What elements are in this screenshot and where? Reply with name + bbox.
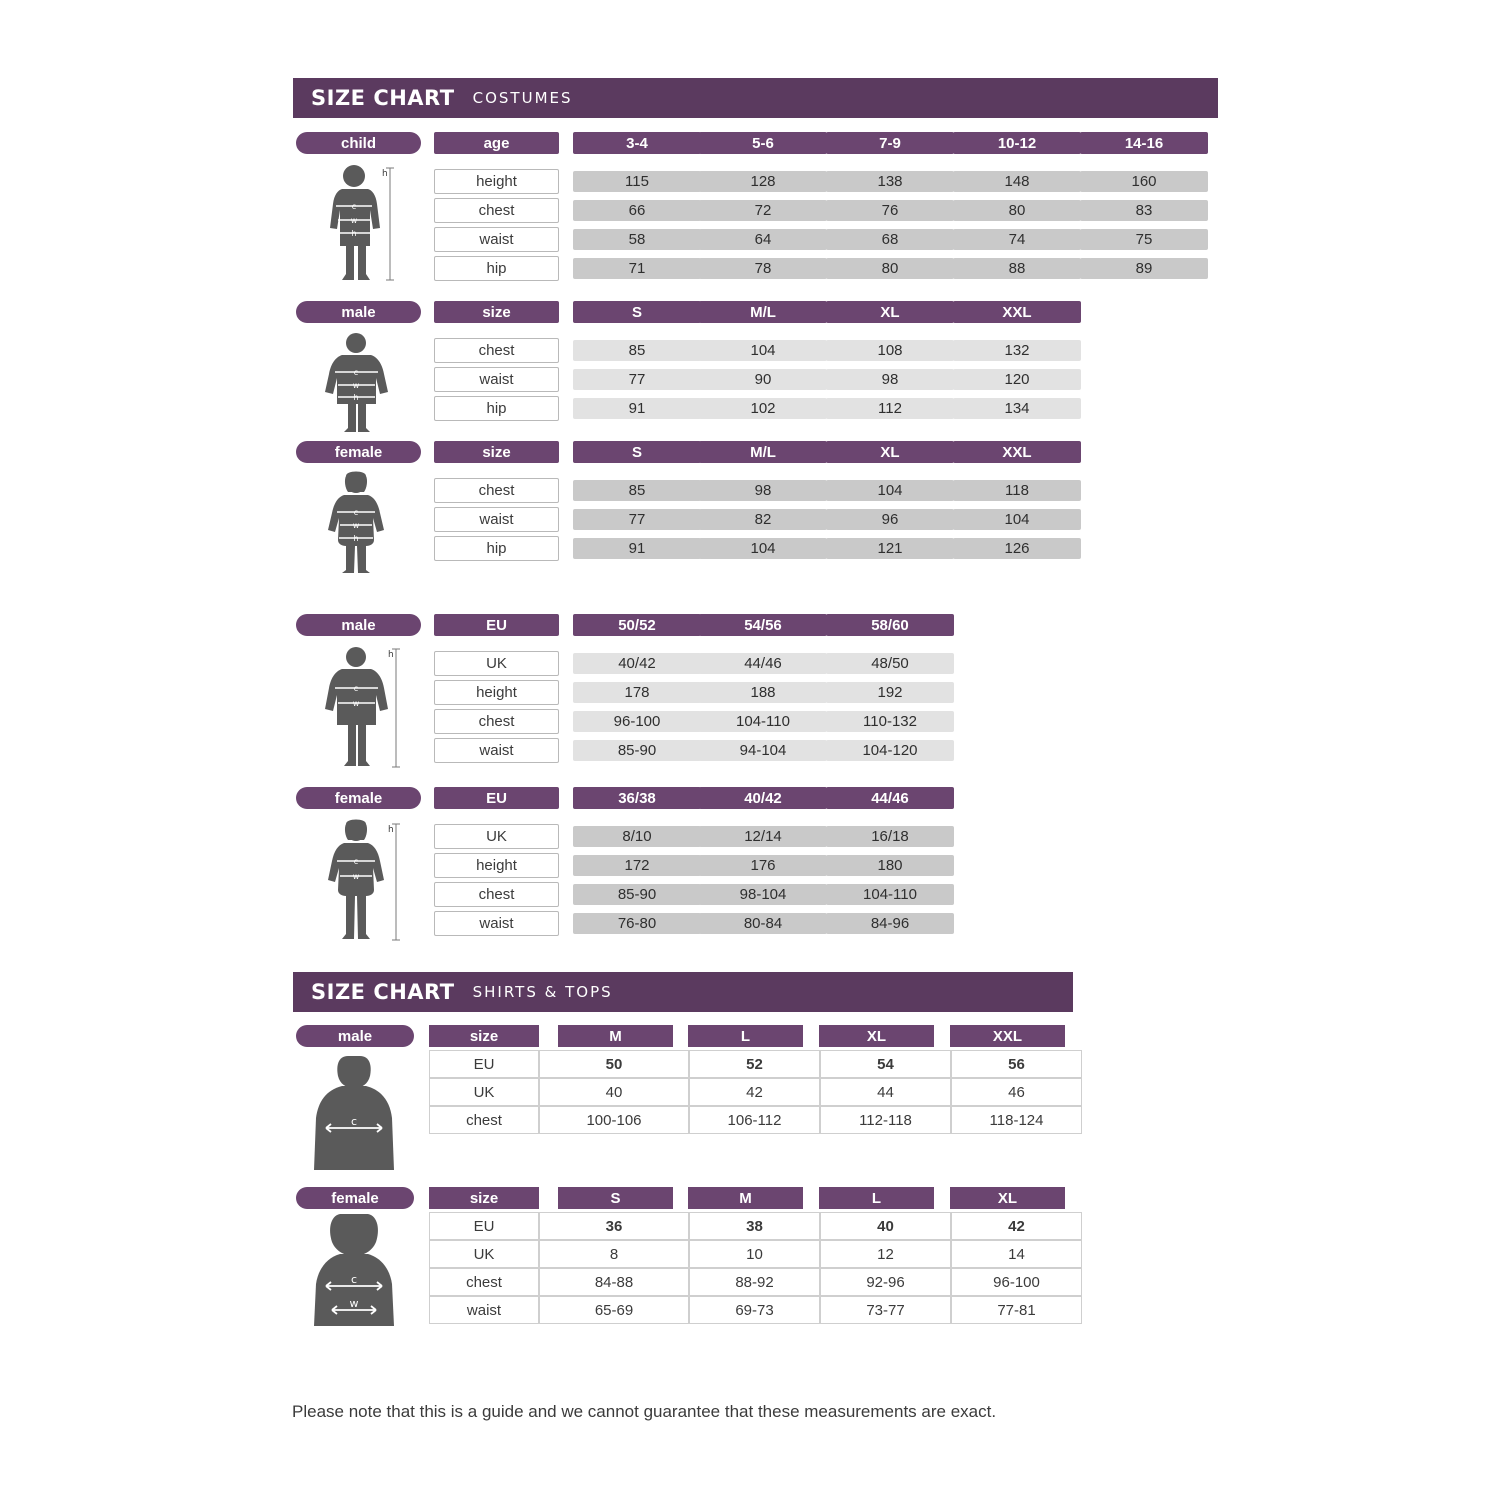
female-eu-size-4042: 40/42 [699,787,827,809]
child-hip-3-4: 71 [573,258,701,279]
female-costume-waist-s: 77 [573,509,701,530]
female-eu-height-3638: 172 [573,855,701,876]
shirts-female-uk-s: 8 [539,1240,689,1268]
child-waist-10-12: 74 [953,229,1081,250]
shirts-male-row-label-chest: chest [429,1106,539,1134]
male-costume-hip-xl: 112 [826,398,954,419]
footnote: Please note that this is a guide and we cannot guarantee that these measurements are exact. [292,1402,997,1421]
male-eu-uk-5860: 48/50 [826,653,954,674]
shirts-male-header-size: size [429,1025,539,1047]
shirts-male-uk-l: 42 [689,1078,820,1106]
male-costume-waist-s: 77 [573,369,701,390]
male-costume-chest-ml: 104 [699,340,827,361]
shirts-female-waist-xl: 77-81 [951,1296,1082,1324]
child-chest-5-6: 72 [699,200,827,221]
female-costume-size-ml: M/L [699,441,827,463]
male-eu-chest-5456: 104-110 [699,711,827,732]
banner-costumes-subtitle: COSTUMES [472,89,573,107]
figure-child-mark-h2: h [351,229,357,238]
figure-male-shirt-mark-c: c [350,1115,358,1128]
child-size-5-6: 5-6 [699,132,827,154]
shirts-female-size-l: L [819,1187,934,1209]
shirts-male-size-m: M [558,1025,673,1047]
female-costume-chest-xl: 104 [826,480,954,501]
header-label-male-size: size [434,301,559,323]
child-row-label-hip: hip [434,256,559,281]
banner-costumes-title: SIZE CHART [311,86,455,110]
shirts-female-size-m: M [688,1187,803,1209]
male-eu-size-5860: 58/60 [826,614,954,636]
male-eu-row-label-chest: chest [434,709,559,734]
header-label-male-eu: EU [434,614,559,636]
figure-male-shirt [300,1052,420,1182]
shirts-female-header-size: size [429,1187,539,1209]
female-costume-size-s: S [573,441,701,463]
female-costume-chest-s: 85 [573,480,701,501]
child-size-3-4: 3-4 [573,132,701,154]
figure-female-shirt-mark-c: c [350,1273,358,1286]
child-height-14-16: 160 [1080,171,1208,192]
female-eu-uk-3638: 8/10 [573,826,701,847]
shirts-female-row-label-uk: UK [429,1240,539,1268]
female-eu-uk-4446: 16/18 [826,826,954,847]
male-costume-chest-s: 85 [573,340,701,361]
male-eu-uk-5052: 40/42 [573,653,701,674]
female-eu-chest-4042: 98-104 [699,884,827,905]
figure-child-mark-c: c [351,202,357,211]
female-costume-row-label-chest: chest [434,478,559,503]
figure-female-costume-mark-w: w [352,521,360,530]
shirts-female-uk-l: 12 [820,1240,951,1268]
female-eu-waist-3638: 76-80 [573,913,701,934]
figure-female-shirt-mark-w: w [349,1297,359,1310]
banner-shirts-subtitle: SHIRTS & TOPS [472,983,613,1001]
female-costume-hip-s: 91 [573,538,701,559]
female-costume-size-xxl: XXL [953,441,1081,463]
child-chest-3-4: 66 [573,200,701,221]
male-costume-chest-xl: 108 [826,340,954,361]
female-costume-chest-xxl: 118 [953,480,1081,501]
child-chest-14-16: 83 [1080,200,1208,221]
child-height-5-6: 128 [699,171,827,192]
group-label-female-eu: female [296,787,421,809]
female-eu-height-4042: 176 [699,855,827,876]
child-waist-7-9: 68 [826,229,954,250]
shirts-female-uk-xl: 14 [951,1240,1082,1268]
figure-male-costume-mark-w: w [352,381,360,390]
male-costume-size-xl: XL [826,301,954,323]
shirts-female-eu-l: 40 [820,1212,951,1240]
child-hip-14-16: 89 [1080,258,1208,279]
shirts-female-eu-xl: 42 [951,1212,1082,1240]
shirts-female-chest-m: 88-92 [689,1268,820,1296]
female-costume-hip-xl: 121 [826,538,954,559]
female-costume-size-xl: XL [826,441,954,463]
child-waist-14-16: 75 [1080,229,1208,250]
figure-female-costume-mark-h: h [353,534,359,543]
figure-child [312,162,412,287]
shirts-male-size-l: L [688,1025,803,1047]
figure-child-mark-h: h [382,169,388,179]
male-eu-waist-5052: 85-90 [573,740,701,761]
shirts-female-chest-s: 84-88 [539,1268,689,1296]
male-eu-uk-5456: 44/46 [699,653,827,674]
child-chest-10-12: 80 [953,200,1081,221]
female-eu-row-label-chest: chest [434,882,559,907]
male-costume-hip-xxl: 134 [953,398,1081,419]
banner-shirts-title: SIZE CHART [311,980,455,1004]
header-label-female-eu: EU [434,787,559,809]
group-label-female-costume: female [296,441,421,463]
figure-female-costume-mark-c: c [353,508,359,517]
figure-male-costume-mark-c: c [353,368,359,377]
figure-male-costume [312,330,412,435]
shirts-male-row-label-eu: EU [429,1050,539,1078]
child-hip-5-6: 78 [699,258,827,279]
banner-costumes [293,78,1218,118]
shirts-female-uk-m: 10 [689,1240,820,1268]
female-eu-chest-4446: 104-110 [826,884,954,905]
group-label-male-costume: male [296,301,421,323]
figure-male-eu-mark-h: h [388,650,394,660]
male-costume-size-s: S [573,301,701,323]
male-costume-waist-xl: 98 [826,369,954,390]
header-label-female-size: size [434,441,559,463]
male-eu-height-5052: 178 [573,682,701,703]
child-size-7-9: 7-9 [826,132,954,154]
figure-female-eu-mark-h: h [388,825,394,835]
female-eu-waist-4446: 84-96 [826,913,954,934]
child-height-3-4: 115 [573,171,701,192]
figure-female-eu-mark-w: w [352,872,360,881]
shirts-female-waist-s: 65-69 [539,1296,689,1324]
female-eu-waist-4042: 80-84 [699,913,827,934]
shirts-female-waist-m: 69-73 [689,1296,820,1324]
female-costume-chest-ml: 98 [699,480,827,501]
female-eu-chest-3638: 85-90 [573,884,701,905]
female-eu-size-4446: 44/46 [826,787,954,809]
child-hip-10-12: 88 [953,258,1081,279]
shirts-female-waist-l: 73-77 [820,1296,951,1324]
male-eu-row-label-uk: UK [434,651,559,676]
child-size-10-12: 10-12 [953,132,1081,154]
shirts-male-chest-xl: 112-118 [820,1106,951,1134]
female-eu-row-label-height: height [434,853,559,878]
child-row-label-chest: chest [434,198,559,223]
male-eu-height-5456: 188 [699,682,827,703]
group-label-male-shirts: male [296,1025,414,1047]
shirts-female-row-label-eu: EU [429,1212,539,1240]
female-eu-height-4446: 180 [826,855,954,876]
child-size-14-16: 14-16 [1080,132,1208,154]
shirts-female-row-label-waist: waist [429,1296,539,1324]
child-waist-3-4: 58 [573,229,701,250]
figure-male-eu-mark-c: c [353,684,359,693]
shirts-male-size-xl: XL [819,1025,934,1047]
group-label-female-shirts: female [296,1187,414,1209]
male-eu-height-5860: 192 [826,682,954,703]
group-label-male-eu: male [296,614,421,636]
male-eu-row-label-waist: waist [434,738,559,763]
female-costume-hip-ml: 104 [699,538,827,559]
female-costume-row-label-hip: hip [434,536,559,561]
shirts-female-row-label-chest: chest [429,1268,539,1296]
child-height-10-12: 148 [953,171,1081,192]
shirts-female-chest-l: 92-96 [820,1268,951,1296]
female-eu-uk-4042: 12/14 [699,826,827,847]
figure-female-costume [312,470,412,575]
figure-female-eu [312,816,412,946]
shirts-male-chest-l: 106-112 [689,1106,820,1134]
male-eu-chest-5860: 110-132 [826,711,954,732]
male-costume-waist-ml: 90 [699,369,827,390]
male-costume-row-label-chest: chest [434,338,559,363]
shirts-female-size-s: S [558,1187,673,1209]
child-height-7-9: 138 [826,171,954,192]
header-label-child-age: age [434,132,559,154]
child-hip-7-9: 80 [826,258,954,279]
group-label-child: child [296,132,421,154]
child-waist-5-6: 64 [699,229,827,250]
male-costume-row-label-hip: hip [434,396,559,421]
male-eu-size-5456: 54/56 [699,614,827,636]
child-row-label-height: height [434,169,559,194]
female-costume-hip-xxl: 126 [953,538,1081,559]
shirts-female-eu-m: 38 [689,1212,820,1240]
shirts-male-eu-xxl: 56 [951,1050,1082,1078]
female-costume-waist-ml: 82 [699,509,827,530]
male-eu-row-label-height: height [434,680,559,705]
shirts-male-uk-xl: 44 [820,1078,951,1106]
female-eu-row-label-waist: waist [434,911,559,936]
male-eu-chest-5052: 96-100 [573,711,701,732]
female-eu-size-3638: 36/38 [573,787,701,809]
figure-male-costume-mark-h: h [353,393,359,402]
male-costume-waist-xxl: 120 [953,369,1081,390]
figure-male-eu-mark-w: w [352,699,360,708]
female-eu-row-label-uk: UK [434,824,559,849]
shirts-male-eu-xl: 54 [820,1050,951,1078]
shirts-male-eu-l: 52 [689,1050,820,1078]
child-row-label-waist: waist [434,227,559,252]
shirts-male-size-xxl: XXL [950,1025,1065,1047]
figure-male-eu [312,643,412,773]
male-costume-hip-ml: 102 [699,398,827,419]
shirts-male-chest-m: 100-106 [539,1106,689,1134]
shirts-female-eu-s: 36 [539,1212,689,1240]
shirts-male-uk-xxl: 46 [951,1078,1082,1106]
male-costume-size-xxl: XXL [953,301,1081,323]
shirts-female-size-xl: XL [950,1187,1065,1209]
male-eu-waist-5860: 104-120 [826,740,954,761]
figure-child-mark-w: w [350,216,358,225]
banner-shirts-tops [293,972,1073,1012]
male-costume-size-ml: M/L [699,301,827,323]
female-costume-waist-xl: 96 [826,509,954,530]
figure-female-shirt [300,1212,420,1332]
child-chest-7-9: 76 [826,200,954,221]
shirts-female-chest-xl: 96-100 [951,1268,1082,1296]
male-costume-hip-s: 91 [573,398,701,419]
figure-female-eu-mark-c: c [353,857,359,866]
shirts-male-eu-m: 50 [539,1050,689,1078]
male-costume-row-label-waist: waist [434,367,559,392]
male-eu-size-5052: 50/52 [573,614,701,636]
shirts-male-row-label-uk: UK [429,1078,539,1106]
male-eu-waist-5456: 94-104 [699,740,827,761]
female-costume-row-label-waist: waist [434,507,559,532]
shirts-male-uk-m: 40 [539,1078,689,1106]
male-costume-chest-xxl: 132 [953,340,1081,361]
female-costume-waist-xxl: 104 [953,509,1081,530]
shirts-male-chest-xxl: 118-124 [951,1106,1082,1134]
